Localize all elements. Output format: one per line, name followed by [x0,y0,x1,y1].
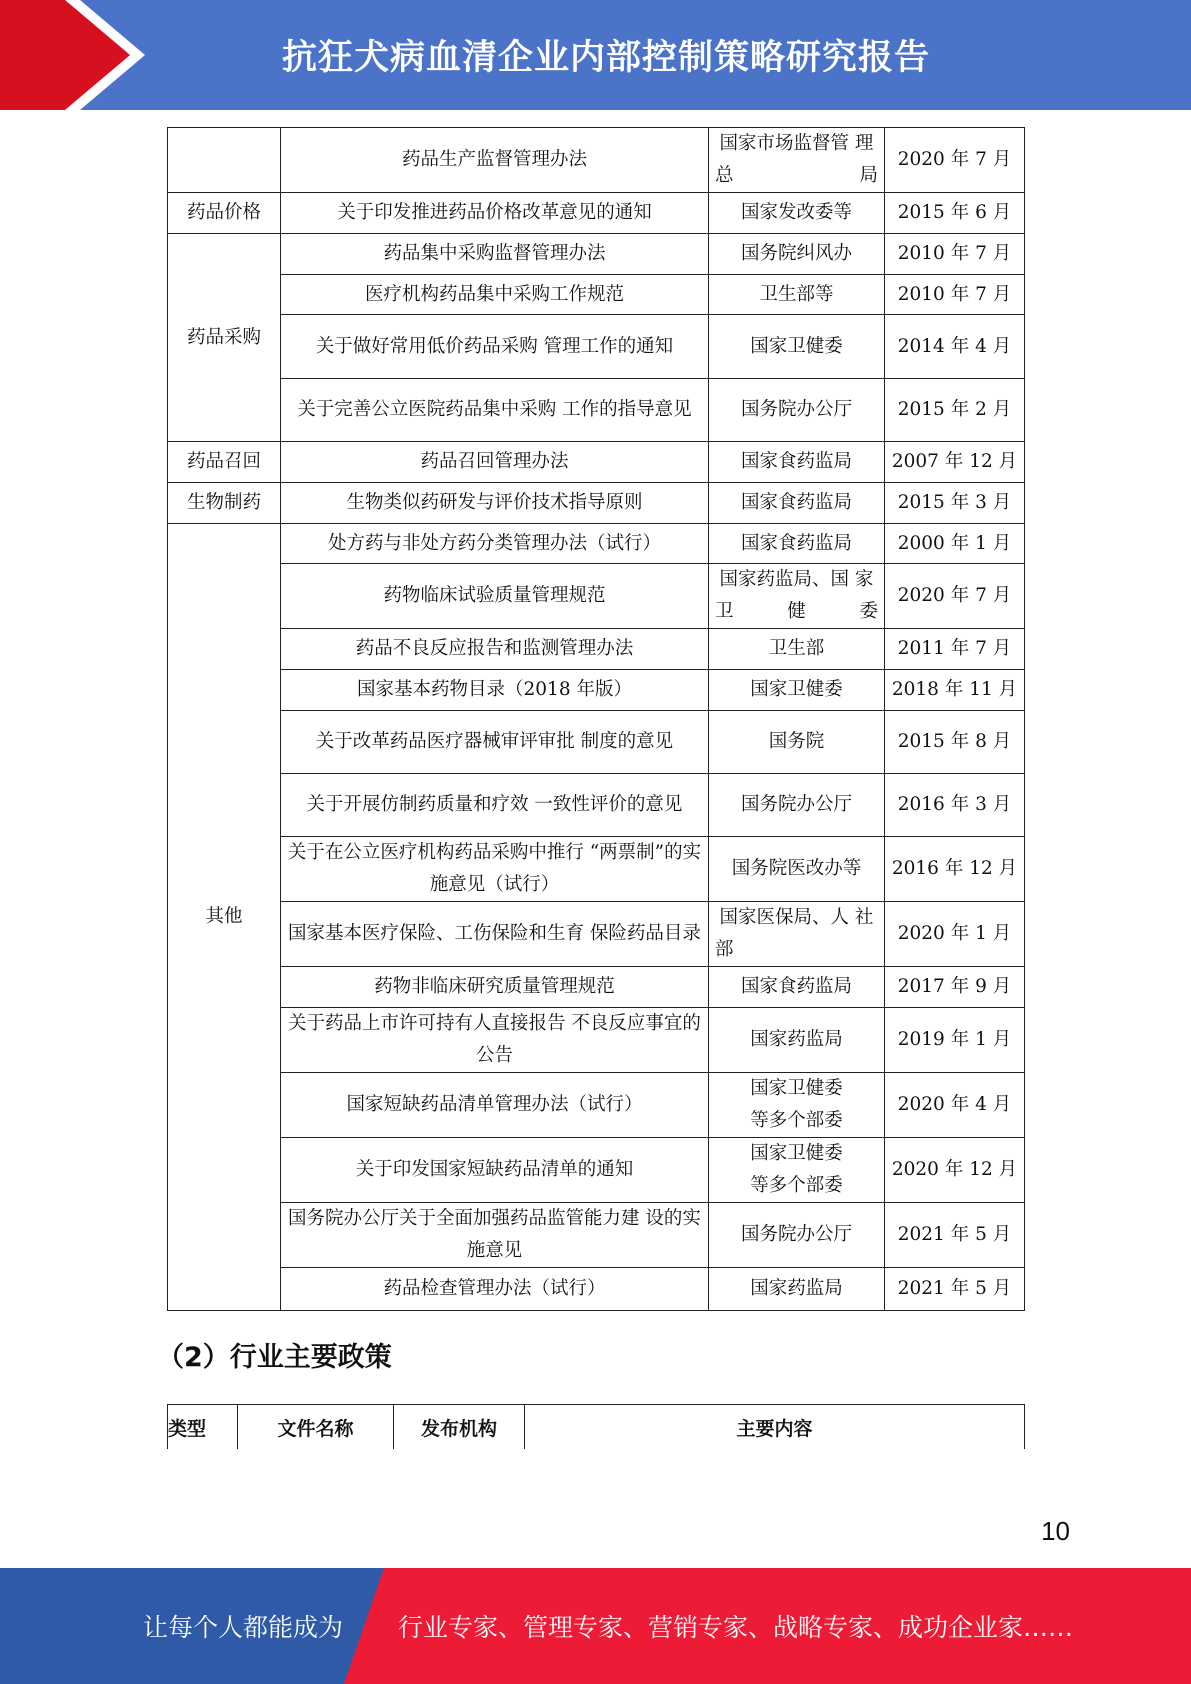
issuer-cell: 卫生部等 [709,275,885,315]
issuer-cell: 国家卫健委 等多个部委 [709,1138,885,1203]
issuer-cell: 国务院办公厅 [709,774,885,837]
industry-policy-table [167,1404,1025,1449]
policy-table [167,127,1025,1311]
date-cell: 2011 年 7 月 [885,629,1025,670]
date-cell: 2010 年 7 月 [885,275,1025,315]
category-cell: 生物制药 [168,483,281,524]
document-name-cell: 关于开展仿制药质量和疗效 一致性评价的意见 [281,774,709,837]
date-cell: 2020 年 7 月 [885,564,1025,629]
date-cell: 2020 年 4 月 [885,1073,1025,1138]
document-name-cell: 关于在公立医疗机构药品采购中推行 “两票制”的实施意见（试行） [281,837,709,902]
document-name-cell: 国家基本医疗保险、工伤保险和生育 保险药品目录 [281,902,709,967]
issuer-cell: 国家药监局 [709,1008,885,1073]
issuer-cell: 国家医保局、人 社部 [709,902,885,967]
issuer-cell: 国务院办公厅 [709,1203,885,1268]
footer-slogan-left: 让每个人都能成为 [143,1613,344,1642]
page-number: 10 [1041,1516,1070,1546]
date-cell: 2015 年 6 月 [885,193,1025,234]
document-name-cell: 医疗机构药品集中采购工作规范 [281,275,709,315]
table-row [168,670,1025,711]
document-name-cell: 药品检查管理办法（试行） [281,1268,709,1311]
issuer-cell: 国务院医改办等 [709,837,885,902]
document-name-cell: 药品不良反应报告和监测管理办法 [281,629,709,670]
issuer-cell: 国家食药监局 [709,967,885,1008]
header-type: 类型 [168,1405,238,1450]
table-row [168,902,1025,967]
section-heading: （2）行业主要政策 [157,1342,392,1373]
date-cell: 2014 年 4 月 [885,315,1025,379]
issuer-cell: 国家市场监督管 理总局 [709,128,885,193]
date-cell: 2020 年 7 月 [885,128,1025,193]
table-row [168,379,1025,442]
issuer-cell: 国家药监局 [709,1268,885,1311]
footer-slogan-right: 行业专家、管理专家、营销专家、战略专家、成功企业家…… [398,1613,1074,1642]
date-cell: 2010 年 7 月 [885,234,1025,275]
document-name-cell: 关于改革药品医疗器械审评审批 制度的意见 [281,711,709,774]
table-row [168,442,1025,483]
table-row [168,629,1025,670]
category-cell: 其他 [168,524,281,1311]
category-cell [168,128,281,193]
document-name-cell: 药品召回管理办法 [281,442,709,483]
table-row [168,967,1025,1008]
issuer-cell: 卫生部 [709,629,885,670]
document-name-cell: 国家基本药物目录（2018 年版） [281,670,709,711]
table-row [168,483,1025,524]
table-row [168,315,1025,379]
issuer-cell: 国家卫健委 等多个部委 [709,1073,885,1138]
date-cell: 2007 年 12 月 [885,442,1025,483]
issuer-cell: 国家卫健委 [709,670,885,711]
header-document-name: 文件名称 [238,1405,394,1450]
issuer-cell: 国务院纠风办 [709,234,885,275]
footer-banner [0,1568,1191,1684]
date-cell: 2015 年 3 月 [885,483,1025,524]
header-banner [0,0,1191,110]
date-cell: 2019 年 1 月 [885,1008,1025,1073]
category-cell: 药品召回 [168,442,281,483]
issuer-cell: 国务院办公厅 [709,379,885,442]
issuer-cell: 国务院 [709,711,885,774]
table-row [168,524,1025,564]
table-row [168,1008,1025,1073]
table-row [168,1138,1025,1203]
table-row [168,1203,1025,1268]
table-row [168,711,1025,774]
date-cell: 2021 年 5 月 [885,1203,1025,1268]
date-cell: 2018 年 11 月 [885,670,1025,711]
table-row [168,1073,1025,1138]
issuer-cell: 国家卫健委 [709,315,885,379]
document-name-cell: 药品集中采购监督管理办法 [281,234,709,275]
document-name-cell: 生物类似药研发与评价技术指导原则 [281,483,709,524]
date-cell: 2015 年 2 月 [885,379,1025,442]
table-row [168,1268,1025,1311]
table-header-row [168,1405,1025,1450]
table-row [168,564,1025,629]
document-name-cell: 关于药品上市许可持有人直接报告 不良反应事宜的公告 [281,1008,709,1073]
issuer-cell: 国家食药监局 [709,442,885,483]
date-cell: 2017 年 9 月 [885,967,1025,1008]
document-name-cell: 关于印发国家短缺药品清单的通知 [281,1138,709,1203]
document-name-cell: 药物非临床研究质量管理规范 [281,967,709,1008]
header-main-content: 主要内容 [525,1405,1025,1450]
table-row [168,128,1025,193]
date-cell: 2016 年 3 月 [885,774,1025,837]
category-cell: 药品采购 [168,234,281,442]
document-name-cell: 药物临床试验质量管理规范 [281,564,709,629]
issuer-cell: 国家药监局、国 家卫健委 [709,564,885,629]
date-cell: 2021 年 5 月 [885,1268,1025,1311]
issuer-cell: 国家食药监局 [709,524,885,564]
date-cell: 2020 年 1 月 [885,902,1025,967]
date-cell: 2000 年 1 月 [885,524,1025,564]
date-cell: 2016 年 12 月 [885,837,1025,902]
document-name-cell: 关于印发推进药品价格改革意见的通知 [281,193,709,234]
report-title: 抗狂犬病血清企业内部控制策略研究报告 [282,38,931,78]
document-name-cell: 处方药与非处方药分类管理办法（试行） [281,524,709,564]
table-row [168,275,1025,315]
issuer-cell: 国家发改委等 [709,193,885,234]
table-row [168,234,1025,275]
document-name-cell: 药品生产监督管理办法 [281,128,709,193]
category-cell: 药品价格 [168,193,281,234]
table-row [168,837,1025,902]
date-cell: 2020 年 12 月 [885,1138,1025,1203]
table-row [168,193,1025,234]
issuer-cell: 国家食药监局 [709,483,885,524]
document-name-cell: 关于完善公立医院药品集中采购 工作的指导意见 [281,379,709,442]
header-issuer: 发布机构 [394,1405,525,1450]
document-name-cell: 国务院办公厅关于全面加强药品监管能力建 设的实施意见 [281,1203,709,1268]
table-row [168,774,1025,837]
document-name-cell: 国家短缺药品清单管理办法（试行） [281,1073,709,1138]
date-cell: 2015 年 8 月 [885,711,1025,774]
document-name-cell: 关于做好常用低价药品采购 管理工作的通知 [281,315,709,379]
